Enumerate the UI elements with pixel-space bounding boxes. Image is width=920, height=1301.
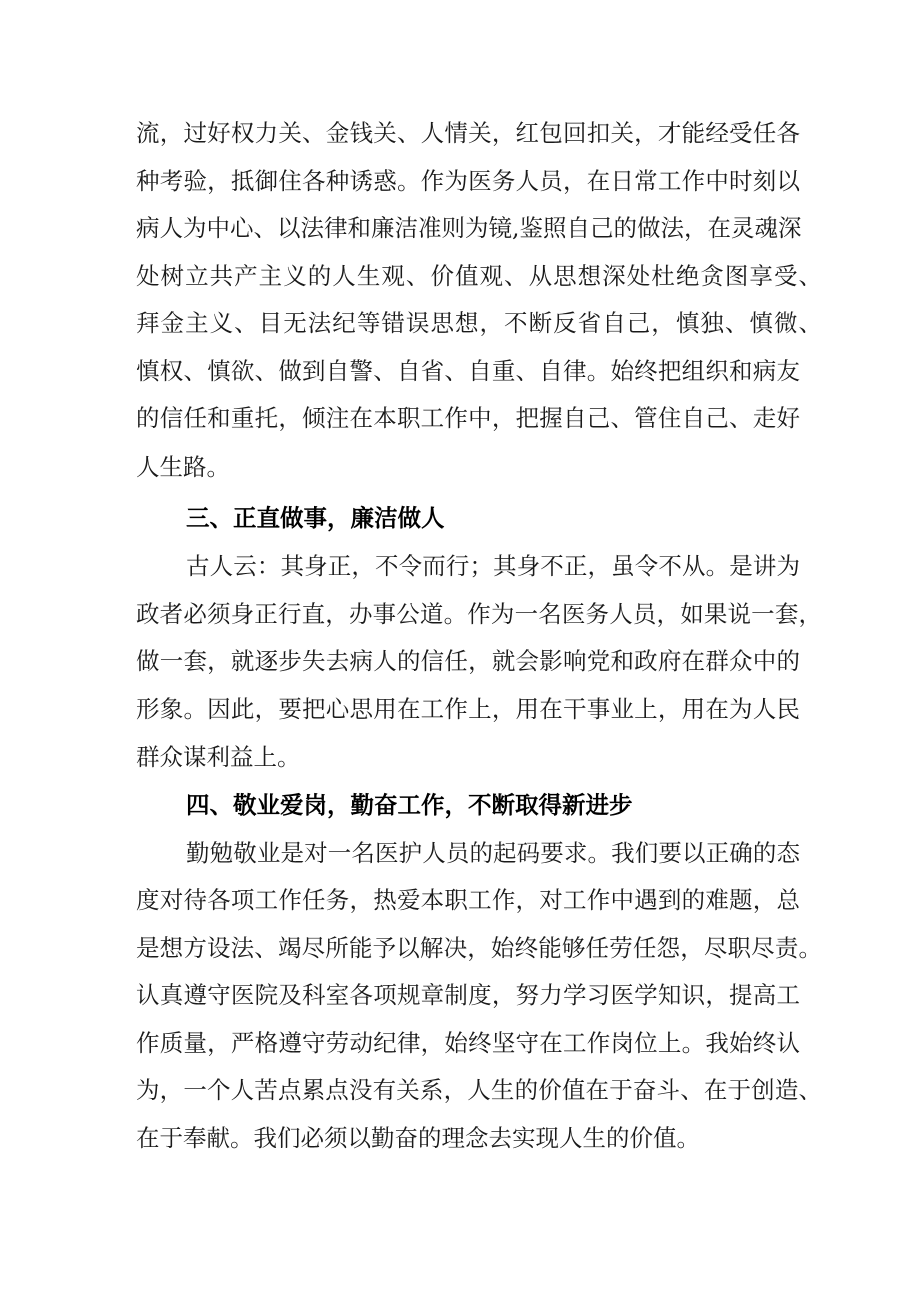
text-line: 做一套，就逐步失去病人的信任，就会影响党和政府在群众中的 <box>136 647 800 675</box>
text-line: 作质量，严格遵守劳动纪律，始终坚守在工作岗位上。我始终认 <box>136 1029 800 1057</box>
text-line: 在于奉献。我们必须以勤奋的理念去实现人生的价值。 <box>136 1124 700 1152</box>
text-line: 流，过好权力关、金钱关、人情关，红包回扣关，才能经受任各 <box>136 119 800 147</box>
text-line: 度对待各项工作任务，热爱本职工作，对工作中遇到的难题，总 <box>136 886 800 914</box>
text-line: 拜金主义、目无法纪等错误思想，不断反省自己，慎独、慎微、 <box>136 309 822 337</box>
text-line: 群众谋利益上。 <box>136 743 301 771</box>
text-line: 为，一个人苦点累点没有关系，人生的价值在于奋斗、在于创造、 <box>136 1076 822 1104</box>
text-line: 人生路。 <box>136 453 230 481</box>
text-line: 勤勉敬业是对一名医护人员的起码要求。我们要以正确的态 <box>186 839 800 867</box>
text-line: 认真遵守医院及科室各项规章制度，努力学习医学知识，提高工 <box>136 981 800 1009</box>
section-heading: 三、正直做事，廉洁做人 <box>186 504 445 532</box>
text-line: 政者必须身正行直，办事公道。作为一名医务人员，如果说一套， <box>136 600 822 628</box>
section-heading: 四、敬业爱岗，勤奋工作，不断取得新进步 <box>186 791 633 819</box>
text-line: 处树立共产主义的人生观、价值观、从思想深处杜绝贪图享受、 <box>136 262 822 290</box>
text-line: 古人云：其身正，不令而行；其身不正，虽令不从。是讲为 <box>186 552 800 580</box>
text-line: 慎权、慎欲、做到自警、自省、自重、自律。始终把组织和病友 <box>136 357 800 385</box>
text-line: 病人为中心、以法律和廉洁准则为镜,鉴照自己的做法，在灵魂深 <box>136 214 802 242</box>
text-line: 是想方设法、竭尽所能予以解决，始终能够任劳任怨，尽职尽责。 <box>136 934 822 962</box>
text-line: 种考验，抵御住各种诱惑。作为医务人员，在日常工作中时刻以 <box>136 167 800 195</box>
text-line: 的信任和重托，倾注在本职工作中，把握自己、管住自己、走好 <box>136 404 800 432</box>
text-line: 形象。因此，要把心思用在工作上，用在干事业上，用在为人民 <box>136 695 800 723</box>
